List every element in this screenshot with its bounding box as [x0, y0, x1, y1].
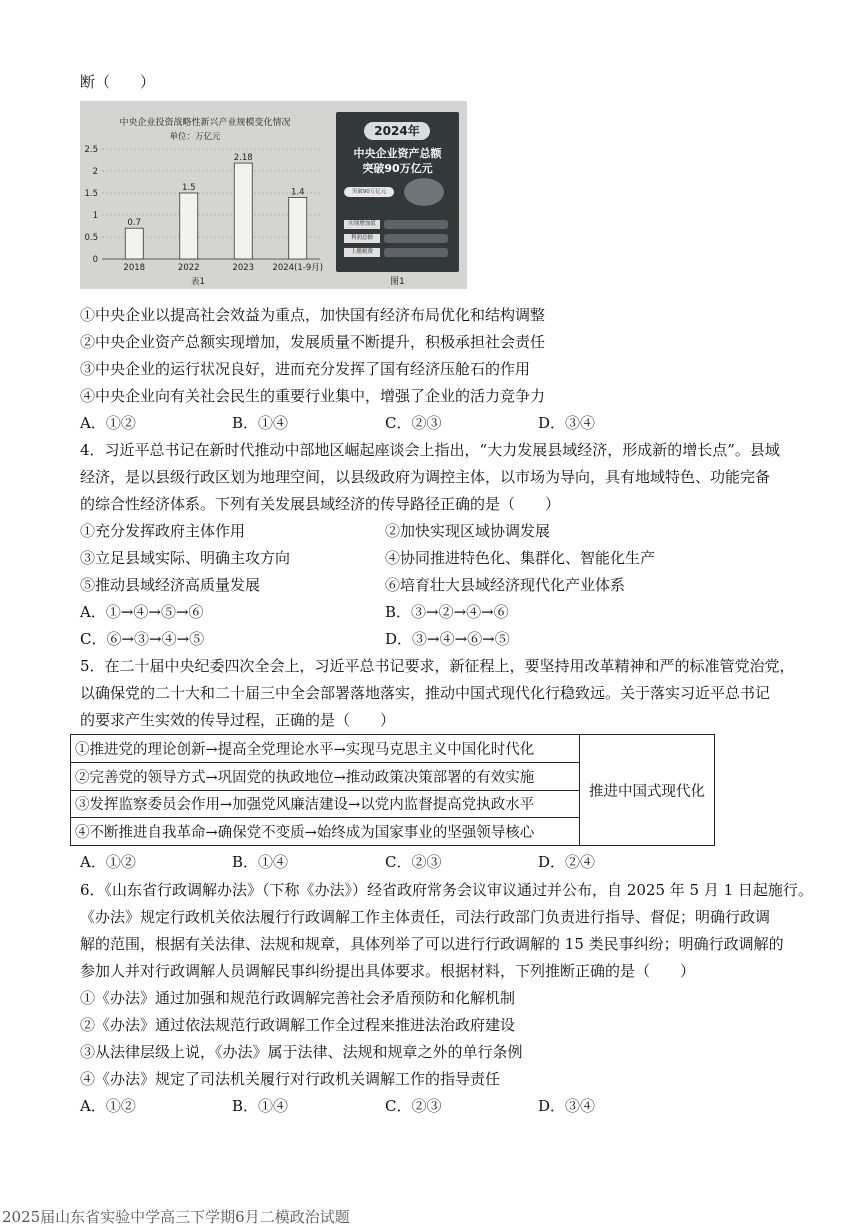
bar [289, 197, 307, 259]
q6-statement-1: ①《办法》通过加强和规范行政调解完善社会矛盾预防和化解机制 [80, 989, 516, 1007]
q4-option-c[interactable]: C．⑥→③→④→⑤ [80, 630, 205, 648]
bar-value-label: 0.7 [127, 218, 142, 229]
q3-option-d[interactable]: D．③④ [538, 414, 596, 432]
q4-item-3: ③立足县域实际、明确主攻方向 [80, 549, 291, 567]
q4-stem-2: 经济，是以县级行政区划为地理空间，以县级政府为调控主体，以市场为导向，具有地域特色、功能完备 [80, 468, 771, 486]
q5-result: 推进中国式现代化 [580, 735, 715, 846]
x-tick-label: 2023 [232, 263, 255, 273]
chart-caption: 表1 [191, 277, 205, 287]
q4-item-6: ⑥培育壮大县域经济现代化产业体系 [385, 576, 626, 594]
poster-row-3: 上缴税费 [344, 248, 380, 257]
q5-chain-table [70, 734, 715, 846]
y-tick-label: 2.5 [84, 145, 98, 155]
poster-caption: 图1 [390, 277, 405, 287]
q5-stem-3: 的要求产生实效的传导过程，正确的是（ ） [80, 711, 396, 729]
q6-stem-3: 解的范围，根据有关法律、法规和规章，具体列举了可以进行行政调解的 15 类民事纠纷；明确行政调解的 [80, 935, 784, 953]
y-tick-label: 1 [92, 211, 98, 221]
q3-statement-4: ④中央企业向有关社会民生的重要行业集中，增强了企业的活力竞争力 [80, 387, 546, 405]
q3-option-a[interactable]: A．①② [80, 414, 136, 432]
q6-option-b[interactable]: B．①④ [232, 1097, 289, 1115]
q4-stem-1: 4．习近平总书记在新时代推动中部地区崛起座谈会上指出，“大力发展县域经济，形成新的增长点”。县域 [80, 441, 780, 459]
q4-option-d[interactable]: D．③→④→⑥→⑤ [385, 630, 510, 648]
q3-statement-3: ③中央企业的运行状况良好，进而充分发挥了国有经济压舱石的作用 [80, 360, 531, 378]
poster-row-2: 利润总额 [344, 234, 380, 243]
q5-option-c[interactable]: C．②③ [385, 853, 442, 871]
q6-statement-3: ③从法律层级上说，《办法》属于法律、法规和规章之外的单行条例 [80, 1043, 523, 1061]
q5-option-b[interactable]: B．①④ [232, 853, 289, 871]
q6-statement-2: ②《办法》通过依法规范行政调解工作全过程来推进法治政府建设 [80, 1016, 516, 1034]
x-tick-label: 2024(1-9月) [272, 263, 324, 273]
q4-item-2: ②加快实现区域协调发展 [385, 522, 551, 540]
bar-value-label: 2.18 [233, 153, 253, 164]
q5-row-2: ②完善党的领导方式→巩固党的执政地位→推动政策决策部署的有效实施 [71, 762, 580, 790]
q6-option-c[interactable]: C．②③ [385, 1097, 442, 1115]
bar-value-label: 1.4 [290, 187, 305, 198]
q5-row-3: ③发挥监察委员会作用→加强党风廉洁建设→以党内监督提高党执政水平 [71, 790, 580, 818]
footer-title: 2025届山东省实验中学高三下学期6月二模政治试题 [2, 1208, 350, 1226]
q6-statement-4: ④《办法》规定了司法机关履行对行政机关调解工作的指导责任 [80, 1070, 501, 1088]
poster-headline-2: 突破90万亿元 [362, 162, 433, 175]
bar [125, 228, 143, 259]
q3-option-c[interactable]: C．②③ [385, 414, 442, 432]
q6-stem-2: 《办法》规定行政机关依法履行行政调解工作主体责任，司法行政部门负责进行指导、督促；明确行政调 [80, 908, 771, 926]
q4-option-b[interactable]: B．③→②→④→⑥ [385, 603, 509, 621]
poster-year: 2024年 [364, 122, 430, 140]
bar-value-label: 1.5 [181, 183, 196, 193]
q4-item-1: ①充分发挥政府主体作用 [80, 522, 246, 540]
poster-headline: 中央企业资产总额 [353, 147, 442, 160]
q5-stem-1: 5．在二十届中央纪委四次全会上，习近平总书记要求，新征程上，要坚持用改革精神和严的标准管党治党， [80, 657, 795, 675]
y-tick-label: 0 [92, 255, 98, 265]
q6-stem-1: 6．《山东省行政调解办法》（下称《办法》）经省政府常务会议审议通过并公布，自 2025 年 5 月 1 日起施行。 [80, 881, 813, 899]
q3-statement-1: ①中央企业以提高社会效益为重点，加快国有经济布局优化和结构调整 [80, 306, 546, 324]
x-tick-label: 2018 [123, 263, 146, 273]
y-tick-label: 2 [92, 167, 98, 177]
chart-subtitle: 单位：万亿元 [169, 132, 221, 142]
q6-option-d[interactable]: D．③④ [538, 1097, 596, 1115]
q6-option-a[interactable]: A．①② [80, 1097, 136, 1115]
q5-row-1: ①推进党的理论创新→提高全党理论水平→实现马克思主义中国化时代化 [71, 735, 580, 763]
question-fragment: 断（ ） [80, 73, 156, 91]
q3-option-b[interactable]: B．①④ [232, 414, 289, 432]
q4-option-a[interactable]: A．①→④→⑤→⑥ [80, 603, 204, 621]
bar [180, 193, 198, 259]
coin-stack-icon [404, 178, 444, 206]
x-tick-label: 2022 [177, 263, 200, 273]
poster-badge: 突破90万亿元 [344, 187, 394, 197]
q5-row-4: ④不断推进自我革命→确保党不变质→始终成为国家事业的坚强领导核心 [71, 818, 580, 846]
y-tick-label: 0.5 [84, 233, 98, 243]
q4-item-4: ④协同推进特色化、集群化、智能化生产 [385, 549, 656, 567]
q5-stem-2: 以确保党的二十大和二十届三中全会部署落地落实，推动中国式现代化行稳致远。关于落实习近平总书记 [80, 684, 771, 702]
q4-item-5: ⑤推动县域经济高质量发展 [80, 576, 261, 594]
poster-image [336, 112, 459, 272]
bar-chart [80, 101, 330, 289]
bar [234, 163, 252, 259]
q3-statement-2: ②中央企业资产总额实现增加，发展质量不断提升，积极承担社会责任 [80, 333, 546, 351]
q5-option-d[interactable]: D．②④ [538, 853, 596, 871]
y-tick-label: 1.5 [84, 189, 98, 199]
q6-stem-4: 参加人并对行政调解人员调解民事纠纷提出具体要求。根据材料，下列推断正确的是（ ） [80, 962, 696, 980]
q5-option-a[interactable]: A．①② [80, 853, 136, 871]
poster-row-1: 实现增加值 [344, 220, 380, 229]
chart-title: 中央企业投资战略性新兴产业规模变化情况 [119, 118, 291, 128]
q4-stem-3: 的综合性经济体系。下列有关发展县域经济的传导路径正确的是（ ） [80, 495, 561, 513]
